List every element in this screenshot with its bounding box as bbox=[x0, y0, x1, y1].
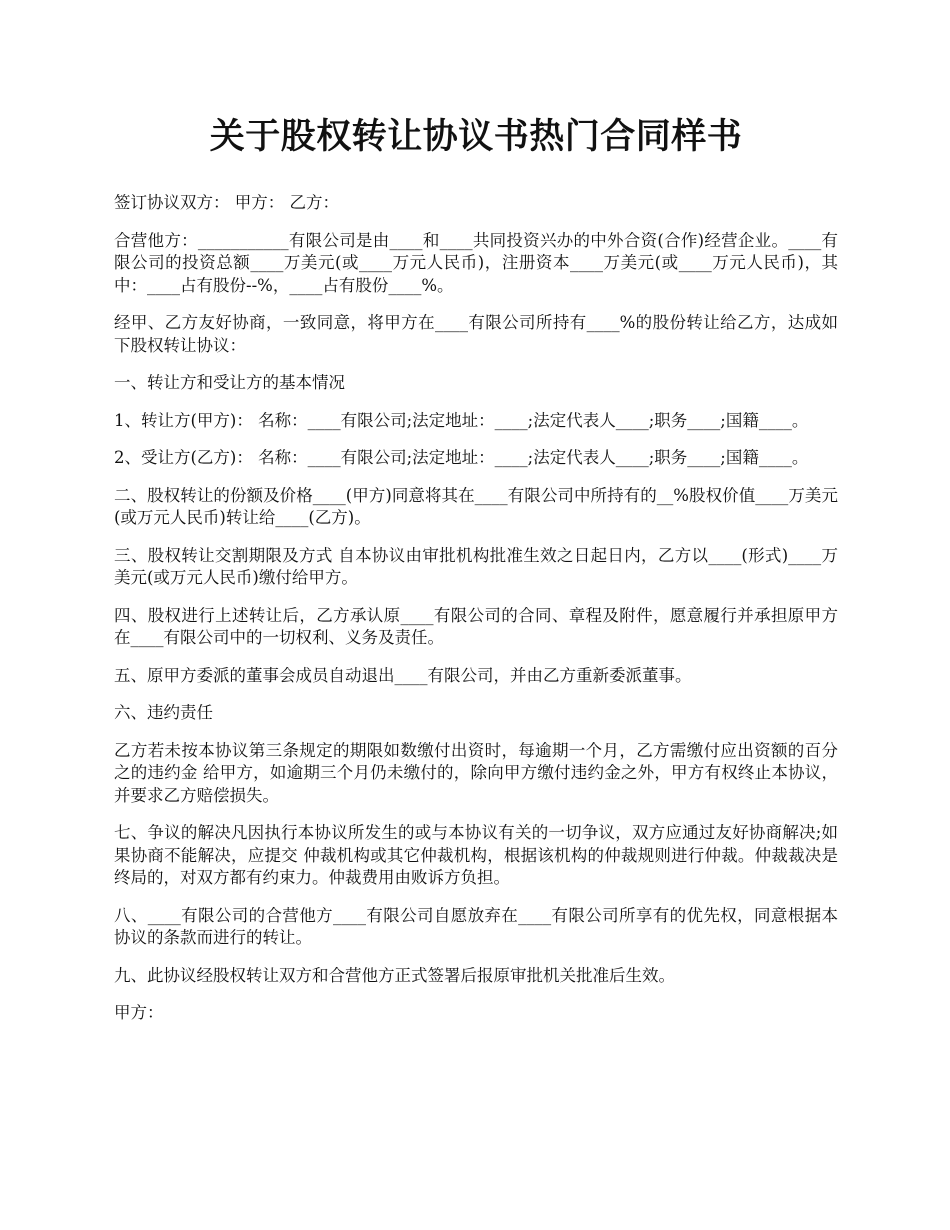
paragraph-preemption: 八、____有限公司的合营他方____有限公司自愿放弃在____有限公司所享有的优先权，同意根据本协议的条款而进行的转让。 bbox=[114, 905, 838, 947]
paragraph-dispute: 七、争议的解决凡因执行本协议所发生的或与本协议有关的一切争议，双方应通过友好协商解决;如果协商不能解决，应提交 仲裁机构或其它仲裁机构，根据该机构的仲裁规则进行仲裁。仲裁裁决是终局的，对双方都有约束力。仲裁费用由败诉方负担。 bbox=[114, 823, 838, 887]
paragraph-effective: 九、此协议经股权转让双方和合营他方正式签署后报原审批机关批准后生效。 bbox=[114, 965, 675, 985]
paragraph-breach: 乙方若未按本协议第三条规定的期限如数缴付出资时，每逾期一个月，乙方需缴付应出资额的百分之的违约金 给甲方，如逾期三个月仍未缴付的，除向甲方缴付违约金之外，甲方有权终止本协议，并要求乙方赔偿损失。 bbox=[114, 740, 838, 805]
signature-party-a: 甲方： bbox=[114, 1003, 164, 1022]
paragraph-delivery: 三、股权转让交割期限及方式 自本协议由审批机构批准生效之日起日内，乙方以____(形式)____万美元(或万元人民币)缴付给甲方。 bbox=[114, 545, 838, 587]
paragraph-joint-venture: 合营他方：___________有限公司是由____和____共同投资兴办的中外合资(合作)经营企业。____有限公司的投资总额____万美元(或____万元人民币)，注册资本____万美元(或____万元人民币)，其中：____占有股份--%，____占有股份____%。 bbox=[114, 230, 838, 295]
paragraph-obligations: 四、股权进行上述转让后，乙方承认原____有限公司的合同、章程及附件，愿意履行并承担原甲方在____有限公司中的一切权利、义务及责任。 bbox=[114, 605, 838, 647]
section-heading-1: 一、转让方和受让方的基本情况 bbox=[114, 373, 345, 392]
paragraph-share-price: 二、股权转让的份额及价格____(甲方)同意将其在____有限公司中所持有的__%股权价值____万美元(或万元人民币)转让给____(乙方)。 bbox=[114, 485, 838, 527]
paragraph-board: 五、原甲方委派的董事会成员自动退出____有限公司，并由乙方重新委派董事。 bbox=[114, 665, 692, 685]
paragraph-transferor: 1、转让方(甲方)： 名称：____有限公司;法定地址：____;法定代表人____;职务____;国籍____。 bbox=[114, 410, 809, 430]
paragraph-agreement-intro: 经甲、乙方友好协商，一致同意，将甲方在____有限公司所持有____%的股份转让给乙方，达成如下股权转让协议： bbox=[114, 313, 838, 355]
paragraph-transferee: 2、受让方(乙方)： 名称：____有限公司;法定地址：____;法定代表人____;职务____;国籍____。 bbox=[114, 448, 809, 467]
parties-line: 签订协议双方： 甲方： 乙方： bbox=[114, 193, 339, 212]
section-heading-6: 六、违约责任 bbox=[114, 703, 213, 722]
document-title: 关于股权转让协议书热门合同样书 bbox=[209, 116, 743, 157]
